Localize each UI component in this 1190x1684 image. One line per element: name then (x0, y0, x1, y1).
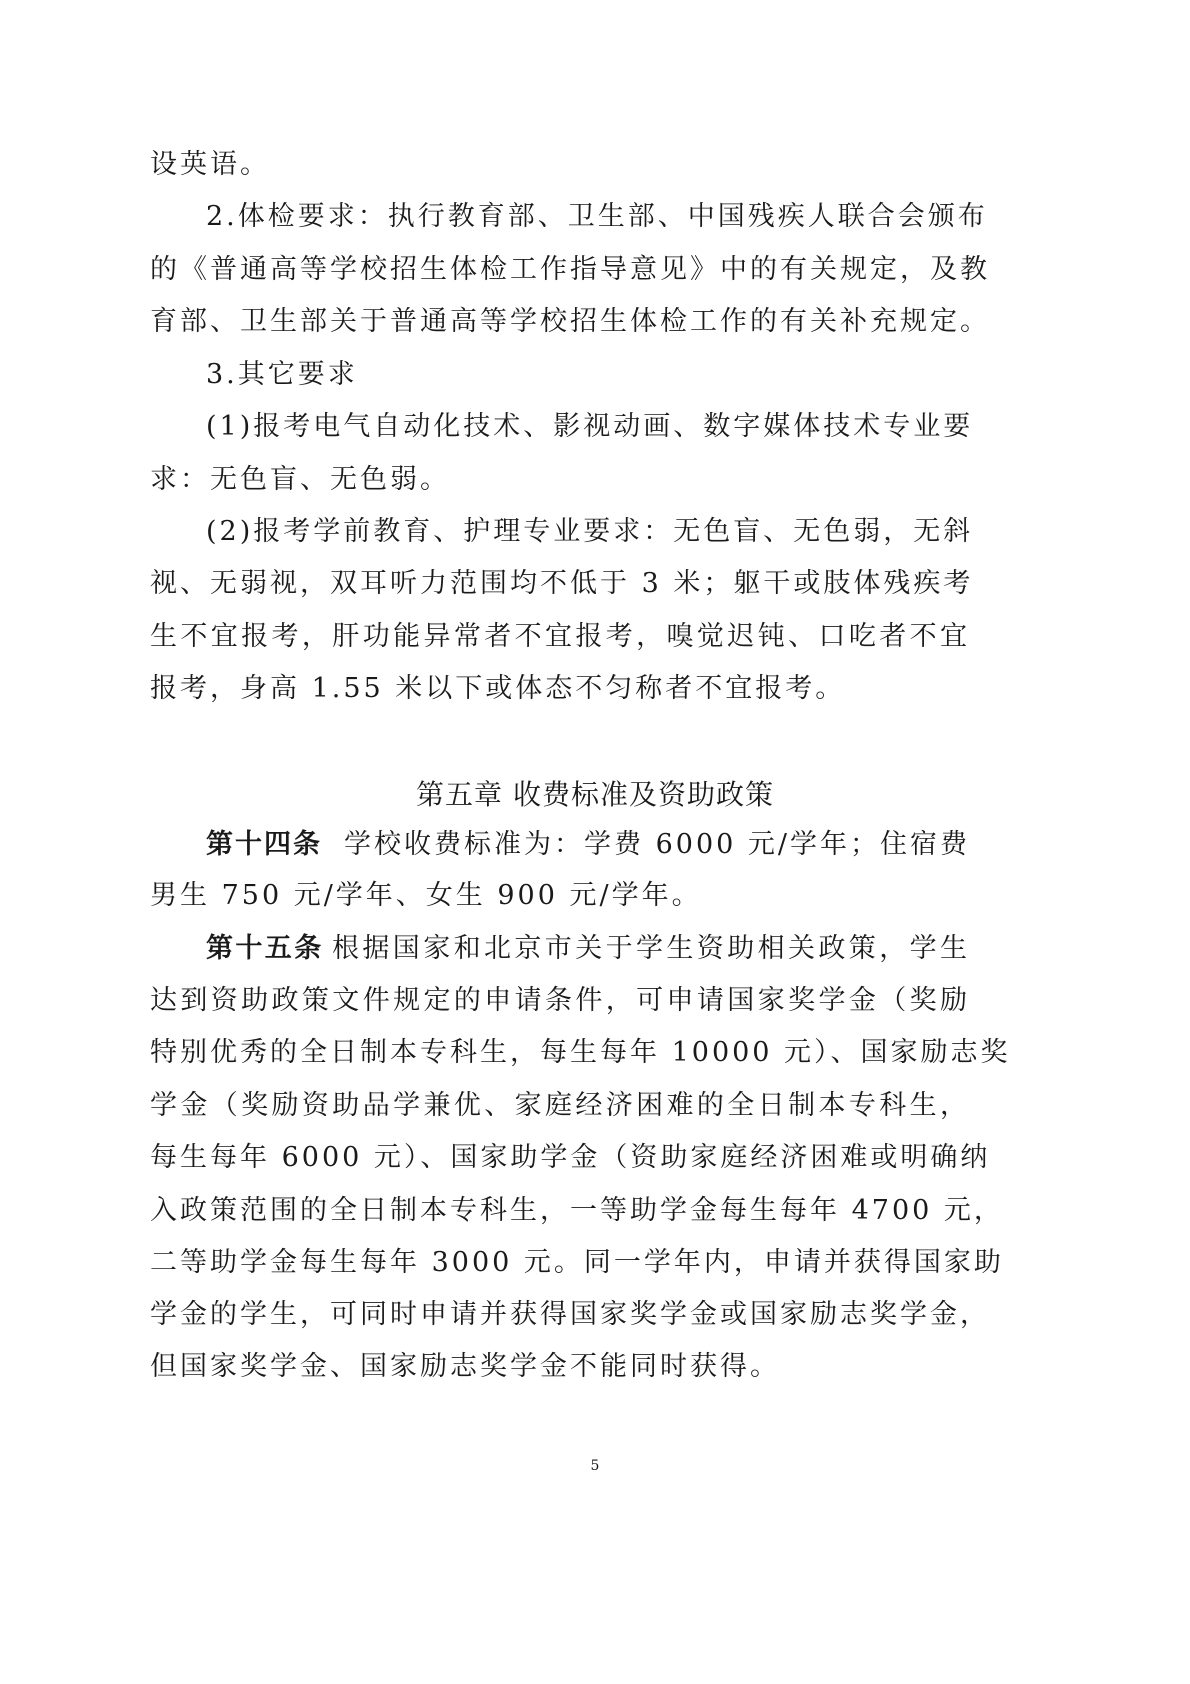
paragraph-line: 生不宜报考，肝功能异常者不宜报考，嗅觉迟钝、口吃者不宜 (150, 621, 970, 652)
paragraph-line: 视、无弱视，双耳听力范围均不低于 3 米；躯干或肢体残疾考 (150, 568, 974, 599)
article-14-label: 第十四条 (206, 829, 323, 860)
article-15-line-1 (206, 931, 970, 967)
article-14-line-1 (206, 827, 970, 863)
paragraph-line: 的《普通高等学校招生体检工作指导意见》中的有关规定，及教 (150, 254, 990, 285)
paragraph-line: 但国家奖学金、国家励志奖学金不能同时获得。 (150, 1351, 780, 1382)
article-15-text: 根据国家和北京市关于学生资助相关政策，学生 (331, 933, 971, 964)
article-14-text: 学校收费标准为：学费 6000 元/学年；住宿费 (344, 829, 971, 860)
article-15-label: 第十五条 (206, 933, 324, 964)
paragraph-line: 报考，身高 1.55 米以下或体态不匀称者不宜报考。 (150, 673, 846, 704)
paragraph-line: 每生每年 6000 元）、国家助学金（资助家庭经济困难或明确纳 (150, 1142, 991, 1173)
paragraph-line: 设英语。 (150, 149, 270, 180)
paragraph-line: 二等助学金每生每年 3000 元。同一学年内，申请并获得国家助 (150, 1247, 1004, 1278)
paragraph-line: 达到资助政策文件规定的申请条件，可申请国家奖学金（奖励 (150, 985, 970, 1016)
paragraph-line: 学金（奖励资助品学兼优、家庭经济困难的全日制本专科生， (150, 1090, 970, 1121)
paragraph-line: 入政策范围的全日制本专科生，一等助学金每生每年 4700 元， (150, 1195, 1004, 1226)
article-14-line-2: 男生 750 元/学年、女生 900 元/学年。 (150, 880, 702, 911)
paragraph-line: 求：无色盲、无色弱。 (150, 464, 450, 495)
paragraph-line: 2.体检要求：执行教育部、卫生部、中国残疾人联合会颁布 (206, 201, 988, 232)
paragraph-line: (1)报考电气自动化技术、影视动画、数字媒体技术专业要 (206, 411, 974, 442)
paragraph-line: 3.其它要求 (206, 359, 358, 390)
paragraph-line: 育部、卫生部关于普通高等学校招生体检工作的有关补充规定。 (150, 306, 990, 337)
paragraph-line: (2)报考学前教育、护理专业要求：无色盲、无色弱，无斜 (206, 516, 974, 547)
paragraph-line: 特别优秀的全日制本专科生，每生每年 10000 元）、国家励志奖 (150, 1037, 1011, 1068)
chapter-heading: 第五章 收费标准及资助政策 (416, 778, 774, 811)
paragraph-line: 学金的学生，可同时申请并获得国家奖学金或国家励志奖学金， (150, 1299, 990, 1330)
page-number: 5 (590, 1458, 600, 1474)
